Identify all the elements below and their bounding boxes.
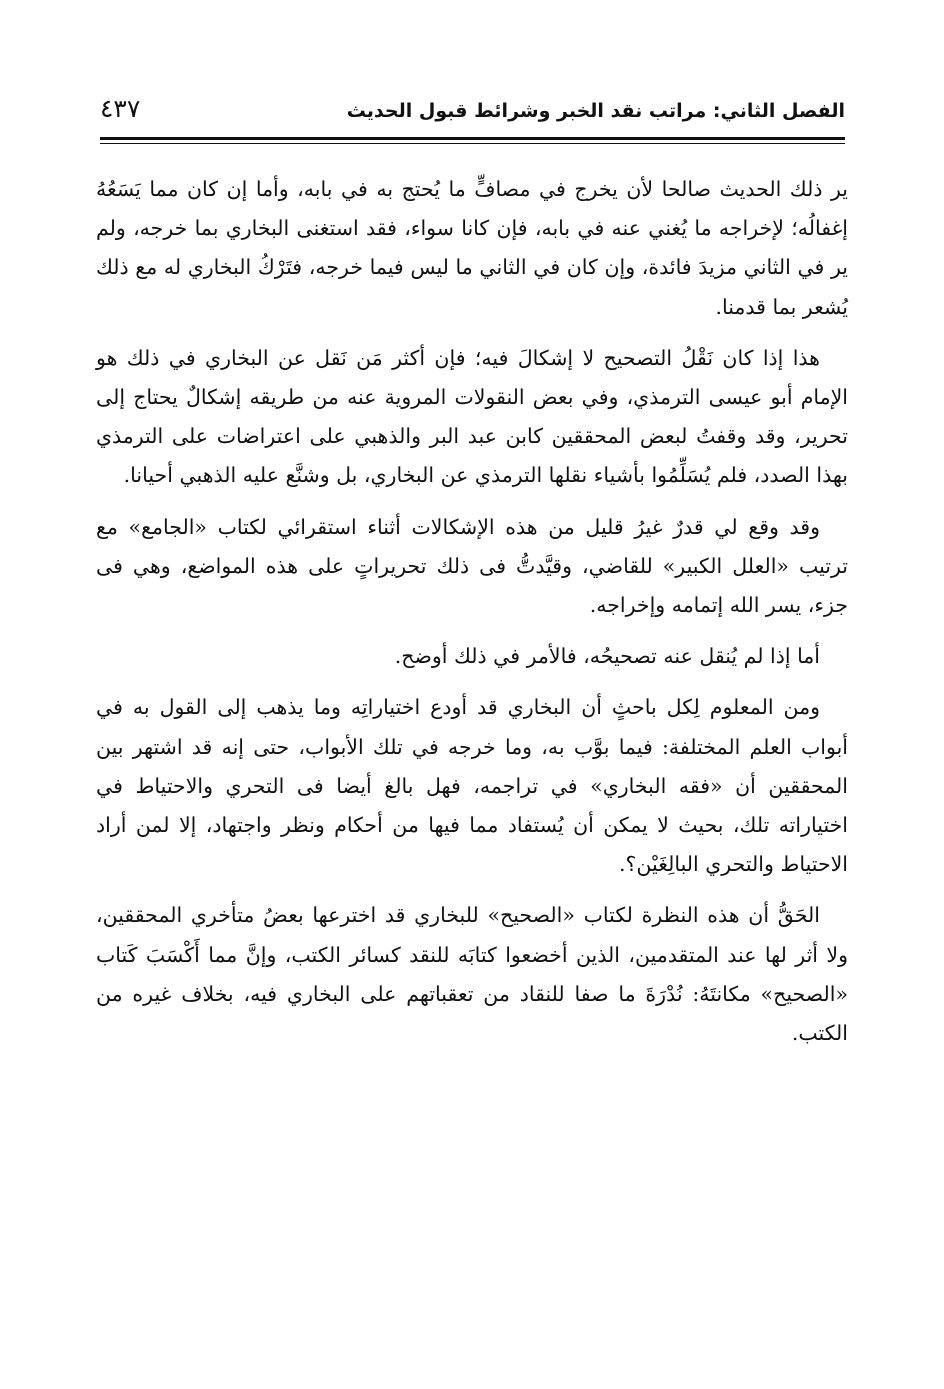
page-number: ٤٣٧ <box>100 94 141 123</box>
paragraph-3: وقد وقع لي قدرٌ غيرُ قليل من هذه الإشكالات أثناء استقرائي لكتاب «الجامع» مع ترتيب «العلل الكبير» للقاضي، وقيَّدتُّ فى ذلك تحريراتٍ على هذه المواضع، وهي فى جزء، يسر الله إتمامه وإخراجه. <box>96 514 848 618</box>
paragraph-6: الحَقُّ أن هذه النظرة لكتاب «الصحيح» للبخاري قد اخترعها بعضُ متأخري المحققين، ولا أثر لها عند المتقدمين، الذين أخضعوا كتابَه للنقد كسائر الكتب، وإنَّ مما أَكْسَبَ كَتاب «الصحيح» مكانتَهُ: نُدْرَةَ ما صفا للنقاد من تعقباتهم على البخاري فيه، بخلاف غيره من الكتب. <box>96 903 848 1046</box>
body-text <box>96 170 848 1065</box>
paragraph-5: ومن المعلوم لِكل باحثٍ أن البخاري قد أودع اختياراتِه وما يذهب إلى القول به في أبواب العلم المختلفة: فيما بوَّب به، وما خرجه في تلك الأبواب، حتى إنه قد اشتهر بين المحققين أن «فقه البخاري» في تراجمه، فهل بالغ أيضا فى التحري والاحتياط في اختياراته تلك، بحيث لا يمكن أن يُستفاد مما فيها من أحكام ونظر واجتهاد، إلا لمن أراد الاحتياط والتحري البالِغَيْن؟. <box>96 695 848 877</box>
running-title: الفصل الثاني: مراتب نقد الخبر وشرائط قبول الحديث <box>346 100 845 122</box>
paragraph-1: ير ذلك الحديث صالحا لأن يخرج في مصافٍّ ما يُحتج به في بابه، وأما إن كان مما يَسَعُهُ إغفالُه؛ لإخراجه ما يُغني عنه في بابه، فإن كانا سواء، فقد استغنى البخاري بما خرجه، ولم ير في الثاني مزيدَ فائدة، وإن كان في الثاني ما ليس فيما خرجه، فتَرْكُ البخاري له مع ذلك يُشعر بما قدمنا. <box>96 177 848 319</box>
header-rule-thin <box>100 143 845 144</box>
page-header <box>100 88 845 128</box>
header-rule-thick <box>100 137 845 140</box>
paragraph-4: أما إذا لم يُنقل عنه تصحيحُه، فالأمر في ذلك أوضح. <box>394 644 820 669</box>
paragraph-2: هذا إذا كان نَقْلُ التصحيح لا إشكالَ فيه؛ فإن أكثر مَن نَقل عن البخاري في ذلك هو الإمام أبو عيسى الترمذي، وفي بعض النقولات المروية عنه من طريقه إشكالٌ يحتاج إلى تحرير، وقد وقفتُ لبعض المحققين كابن عبد البر والذهبي على اعتراضات على الترمذي بهذا الصدد، فلم يُسَلِّمُوا بأشياء نقلها الترمذي عن البخاري، بل وشنَّع عليه الذهبي أحيانا. <box>96 345 848 488</box>
